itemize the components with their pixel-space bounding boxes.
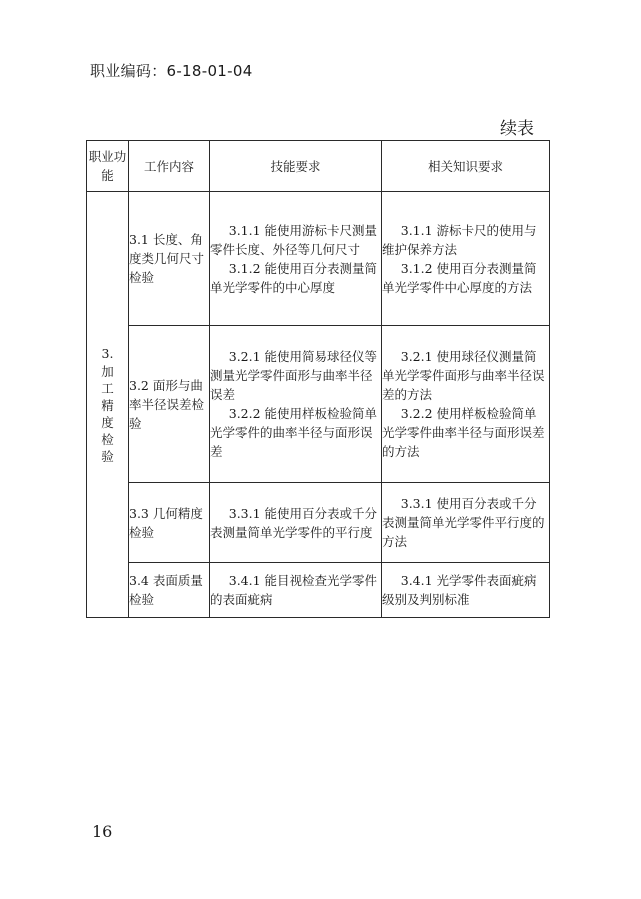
skill-item: 3.2.1 能使用简易球径仪等测量光学零件面形与曲率半径误差 bbox=[210, 349, 378, 402]
work-content-cell: 3.2 面形与曲率半径误差检验 bbox=[129, 326, 210, 483]
table-row bbox=[87, 192, 550, 326]
knowledge-item: 3.2.2 使用样板检验简单光学零件曲率半径与面形误差的方法 bbox=[382, 406, 545, 459]
knowledge-item: 3.1.2 使用百分表测量简单光学零件中心厚度的方法 bbox=[382, 260, 537, 295]
skill-item: 3.1.1 能使用游标卡尺测量零件长度、外径等几何尺寸 bbox=[210, 222, 378, 257]
work-content-cell: 3.1 长度、角度类几何尺寸检验 bbox=[129, 192, 210, 326]
skill-item: 3.2.2 能使用样板检验简单光学零件的曲率半径与面形误差 bbox=[210, 406, 378, 459]
skill-item: 3.4.1 能目视检查光学零件的表面疵病 bbox=[210, 573, 378, 607]
knowledge-cell bbox=[382, 483, 550, 563]
knowledge-cell bbox=[382, 563, 550, 618]
knowledge-item: 3.1.1 游标卡尺的使用与维护保养方法 bbox=[382, 222, 537, 257]
page-number: 16 bbox=[92, 822, 113, 841]
function-title: 加工精度检验 bbox=[101, 363, 114, 464]
skill-cell bbox=[210, 483, 382, 563]
skill-cell bbox=[210, 563, 382, 618]
occupation-code: 职业编码：6-18-01-04 bbox=[90, 62, 253, 80]
table-row bbox=[87, 563, 550, 618]
table-header-row bbox=[87, 141, 550, 192]
header-work: 工作内容 bbox=[129, 141, 210, 192]
header-skill: 技能要求 bbox=[210, 141, 382, 192]
header-knowledge: 相关知识要求 bbox=[382, 141, 550, 192]
knowledge-item: 3.3.1 使用百分表或千分表测量简单光学零件平行度的方法 bbox=[382, 496, 545, 549]
header-function: 职业功能 bbox=[87, 141, 129, 192]
knowledge-cell bbox=[382, 192, 550, 326]
skill-item: 3.3.1 能使用百分表或千分表测量简单光学零件的平行度 bbox=[210, 505, 378, 540]
knowledge-cell bbox=[382, 326, 550, 483]
work-content-cell: 3.4 表面质量检验 bbox=[129, 563, 210, 618]
continued-table-label: 续表 bbox=[500, 119, 534, 139]
knowledge-item: 3.4.1 光学零件表面疵病级别及判别标准 bbox=[382, 573, 537, 607]
function-number: 3. bbox=[101, 345, 114, 361]
skill-cell bbox=[210, 192, 382, 326]
table-row bbox=[87, 483, 550, 563]
function-cell bbox=[87, 192, 129, 618]
work-content-cell: 3.3 几何精度检验 bbox=[129, 483, 210, 563]
skill-cell bbox=[210, 326, 382, 483]
table-row bbox=[87, 326, 550, 483]
knowledge-item: 3.2.1 使用球径仪测量简单光学零件面形与曲率半径误差的方法 bbox=[382, 349, 545, 402]
skill-item: 3.1.2 能使用百分表测量简单光学零件的中心厚度 bbox=[210, 260, 378, 295]
skills-requirements-table bbox=[86, 140, 550, 618]
